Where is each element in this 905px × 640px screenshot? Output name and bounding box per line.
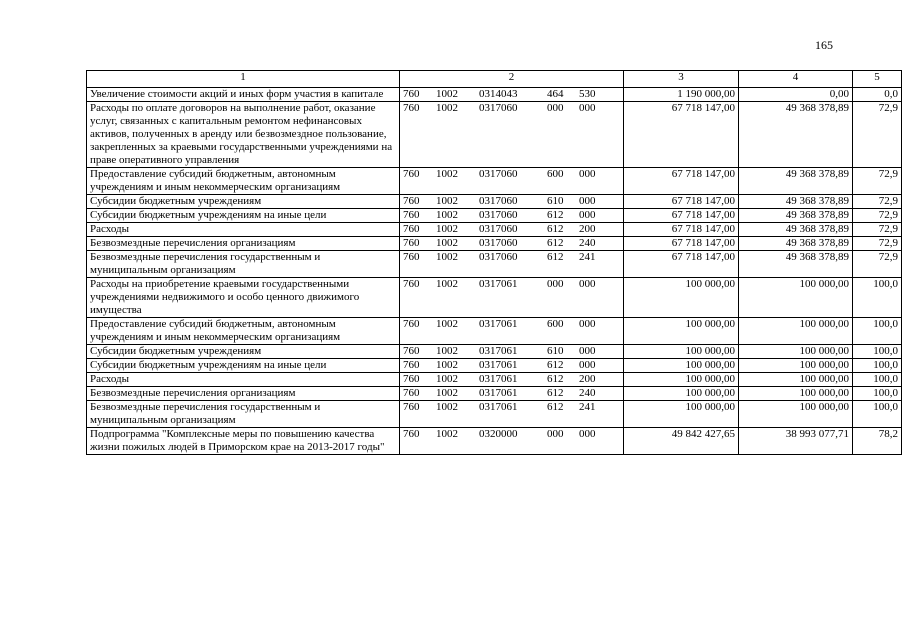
row-codes — [400, 387, 624, 401]
row-percent: 72,9 — [853, 251, 902, 278]
table-row — [87, 223, 902, 237]
row-name: Предоставление субсидий бюджетным, автономным учреждениям и иным некоммерческим организациям — [87, 318, 400, 345]
row-plan: 67 718 147,00 — [624, 251, 739, 278]
row-codes — [400, 278, 624, 318]
row-codes — [400, 237, 624, 251]
code-expense-type: 600 — [547, 168, 564, 180]
code-target: 0317060 — [479, 195, 518, 207]
row-codes — [400, 223, 624, 237]
code-admin: 760 — [403, 359, 420, 371]
row-plan: 100 000,00 — [624, 345, 739, 359]
table-row — [87, 102, 902, 168]
row-fact: 100 000,00 — [739, 318, 853, 345]
code-section: 1002 — [436, 428, 458, 440]
row-plan: 100 000,00 — [624, 278, 739, 318]
row-fact: 49 368 378,89 — [739, 168, 853, 195]
budget-table — [86, 70, 902, 455]
row-name: Безвозмездные перечисления организациям — [87, 387, 400, 401]
header-col-3: 3 — [624, 71, 739, 88]
code-kosgu: 000 — [579, 345, 596, 357]
code-expense-type: 000 — [547, 428, 564, 440]
code-kosgu: 000 — [579, 195, 596, 207]
code-admin: 760 — [403, 318, 420, 330]
code-kosgu: 000 — [579, 359, 596, 371]
code-target: 0317060 — [479, 223, 518, 235]
table-row — [87, 88, 902, 102]
code-section: 1002 — [436, 237, 458, 249]
code-section: 1002 — [436, 251, 458, 263]
row-name: Расходы по оплате договоров на выполнение работ, оказание услуг, связанных с капитальным ремонтом нефинансовых активов, полученных в аренду или безвозмездное пользование, закрепленных за краевыми государственными учреждениями на праве оперативного управления — [87, 102, 400, 168]
table-row — [87, 318, 902, 345]
row-name: Субсидии бюджетным учреждениям на иные цели — [87, 359, 400, 373]
code-kosgu: 241 — [579, 251, 596, 263]
row-codes — [400, 401, 624, 428]
row-percent: 100,0 — [853, 318, 902, 345]
row-plan: 67 718 147,00 — [624, 195, 739, 209]
table-row — [87, 428, 902, 455]
row-codes — [400, 88, 624, 102]
code-target: 0317061 — [479, 401, 518, 413]
row-codes — [400, 318, 624, 345]
row-percent: 0,0 — [853, 88, 902, 102]
row-plan: 100 000,00 — [624, 318, 739, 345]
code-admin: 760 — [403, 223, 420, 235]
code-target: 0317060 — [479, 102, 518, 114]
row-name: Расходы — [87, 373, 400, 387]
code-target: 0317061 — [479, 359, 518, 371]
row-percent: 78,2 — [853, 428, 902, 455]
row-name: Предоставление субсидий бюджетным, автономным учреждениям и иным некоммерческим организациям — [87, 168, 400, 195]
row-plan: 67 718 147,00 — [624, 237, 739, 251]
code-section: 1002 — [436, 345, 458, 357]
code-kosgu: 000 — [579, 102, 596, 114]
code-kosgu: 000 — [579, 278, 596, 290]
table-row — [87, 251, 902, 278]
code-target: 0317060 — [479, 209, 518, 221]
row-percent: 72,9 — [853, 102, 902, 168]
code-kosgu: 241 — [579, 401, 596, 413]
code-kosgu: 000 — [579, 209, 596, 221]
header-col-1: 1 — [87, 71, 400, 88]
code-expense-type: 610 — [547, 345, 564, 357]
code-target: 0317060 — [479, 168, 518, 180]
header-col-2: 2 — [400, 71, 624, 88]
row-codes — [400, 195, 624, 209]
row-plan: 49 842 427,65 — [624, 428, 739, 455]
code-section: 1002 — [436, 168, 458, 180]
code-admin: 760 — [403, 168, 420, 180]
code-section: 1002 — [436, 359, 458, 371]
code-section: 1002 — [436, 88, 458, 100]
row-plan: 67 718 147,00 — [624, 168, 739, 195]
code-section: 1002 — [436, 278, 458, 290]
code-target: 0317061 — [479, 387, 518, 399]
row-percent: 72,9 — [853, 168, 902, 195]
table-row — [87, 359, 902, 373]
row-fact: 49 368 378,89 — [739, 223, 853, 237]
row-codes — [400, 359, 624, 373]
code-admin: 760 — [403, 387, 420, 399]
row-name: Безвозмездные перечисления государственным и муниципальным организациям — [87, 401, 400, 428]
code-section: 1002 — [436, 401, 458, 413]
row-percent: 72,9 — [853, 223, 902, 237]
row-name: Субсидии бюджетным учреждениям на иные цели — [87, 209, 400, 223]
row-plan: 67 718 147,00 — [624, 223, 739, 237]
code-kosgu: 200 — [579, 373, 596, 385]
row-codes — [400, 251, 624, 278]
row-percent: 100,0 — [853, 401, 902, 428]
header-col-4: 4 — [739, 71, 853, 88]
code-kosgu: 000 — [579, 318, 596, 330]
code-section: 1002 — [436, 387, 458, 399]
code-target: 0317060 — [479, 237, 518, 249]
code-expense-type: 000 — [547, 278, 564, 290]
code-expense-type: 610 — [547, 195, 564, 207]
row-codes — [400, 102, 624, 168]
code-admin: 760 — [403, 251, 420, 263]
code-admin: 760 — [403, 195, 420, 207]
code-admin: 760 — [403, 209, 420, 221]
code-admin: 760 — [403, 278, 420, 290]
table-row — [87, 209, 902, 223]
code-expense-type: 464 — [547, 88, 564, 100]
code-expense-type: 612 — [547, 373, 564, 385]
table-row — [87, 168, 902, 195]
code-expense-type: 000 — [547, 102, 564, 114]
code-target: 0317061 — [479, 345, 518, 357]
code-kosgu: 240 — [579, 237, 596, 249]
code-expense-type: 612 — [547, 209, 564, 221]
code-section: 1002 — [436, 223, 458, 235]
code-expense-type: 612 — [547, 387, 564, 399]
code-expense-type: 612 — [547, 401, 564, 413]
row-fact: 49 368 378,89 — [739, 237, 853, 251]
code-expense-type: 600 — [547, 318, 564, 330]
page-number: 165 — [815, 38, 833, 52]
table-row — [87, 195, 902, 209]
row-name: Расходы — [87, 223, 400, 237]
row-fact: 100 000,00 — [739, 345, 853, 359]
row-percent: 72,9 — [853, 209, 902, 223]
row-fact: 49 368 378,89 — [739, 102, 853, 168]
row-plan: 100 000,00 — [624, 373, 739, 387]
row-codes — [400, 209, 624, 223]
code-expense-type: 612 — [547, 359, 564, 371]
row-fact: 100 000,00 — [739, 278, 853, 318]
code-target: 0317061 — [479, 318, 518, 330]
row-name: Расходы на приобретение краевыми государственными учреждениями недвижимого и особо ценного движимого имущества — [87, 278, 400, 318]
table-row — [87, 278, 902, 318]
row-percent: 100,0 — [853, 278, 902, 318]
table-row — [87, 237, 902, 251]
row-percent: 100,0 — [853, 359, 902, 373]
row-fact: 49 368 378,89 — [739, 195, 853, 209]
code-target: 0317061 — [479, 373, 518, 385]
code-section: 1002 — [436, 373, 458, 385]
table-row — [87, 373, 902, 387]
code-target: 0317060 — [479, 251, 518, 263]
row-name: Увеличение стоимости акций и иных форм участия в капитале — [87, 88, 400, 102]
row-fact: 49 368 378,89 — [739, 209, 853, 223]
code-section: 1002 — [436, 318, 458, 330]
code-expense-type: 612 — [547, 223, 564, 235]
code-section: 1002 — [436, 209, 458, 221]
row-name: Субсидии бюджетным учреждениям — [87, 345, 400, 359]
row-fact: 100 000,00 — [739, 373, 853, 387]
row-codes — [400, 345, 624, 359]
row-plan: 100 000,00 — [624, 387, 739, 401]
row-percent: 100,0 — [853, 345, 902, 359]
code-kosgu: 200 — [579, 223, 596, 235]
row-plan: 67 718 147,00 — [624, 209, 739, 223]
row-fact: 49 368 378,89 — [739, 251, 853, 278]
code-section: 1002 — [436, 195, 458, 207]
row-fact: 100 000,00 — [739, 359, 853, 373]
row-plan: 67 718 147,00 — [624, 102, 739, 168]
code-admin: 760 — [403, 401, 420, 413]
code-expense-type: 612 — [547, 237, 564, 249]
row-fact: 100 000,00 — [739, 387, 853, 401]
row-plan: 1 190 000,00 — [624, 88, 739, 102]
code-admin: 760 — [403, 102, 420, 114]
row-percent: 72,9 — [853, 195, 902, 209]
row-name: Субсидии бюджетным учреждениям — [87, 195, 400, 209]
code-admin: 760 — [403, 345, 420, 357]
row-name: Безвозмездные перечисления организациям — [87, 237, 400, 251]
code-kosgu: 530 — [579, 88, 596, 100]
row-plan: 100 000,00 — [624, 401, 739, 428]
row-codes — [400, 428, 624, 455]
code-kosgu: 000 — [579, 428, 596, 440]
code-expense-type: 612 — [547, 251, 564, 263]
code-target: 0320000 — [479, 428, 518, 440]
code-admin: 760 — [403, 237, 420, 249]
code-section: 1002 — [436, 102, 458, 114]
table-row — [87, 401, 902, 428]
table-header-row — [87, 71, 902, 88]
row-percent: 72,9 — [853, 237, 902, 251]
table-row — [87, 387, 902, 401]
row-name: Безвозмездные перечисления государственным и муниципальным организациям — [87, 251, 400, 278]
row-codes — [400, 373, 624, 387]
code-target: 0317061 — [479, 278, 518, 290]
code-admin: 760 — [403, 428, 420, 440]
row-percent: 100,0 — [853, 387, 902, 401]
code-kosgu: 240 — [579, 387, 596, 399]
row-fact: 0,00 — [739, 88, 853, 102]
row-codes — [400, 168, 624, 195]
row-fact: 38 993 077,71 — [739, 428, 853, 455]
row-name: Подпрограмма "Комплексные меры по повышению качества жизни пожилых людей в Приморском крае на 2013-2017 годы" — [87, 428, 400, 455]
row-percent: 100,0 — [853, 373, 902, 387]
code-kosgu: 000 — [579, 168, 596, 180]
header-col-5: 5 — [853, 71, 902, 88]
table-row — [87, 345, 902, 359]
code-admin: 760 — [403, 88, 420, 100]
row-fact: 100 000,00 — [739, 401, 853, 428]
code-target: 0314043 — [479, 88, 518, 100]
code-admin: 760 — [403, 373, 420, 385]
row-plan: 100 000,00 — [624, 359, 739, 373]
